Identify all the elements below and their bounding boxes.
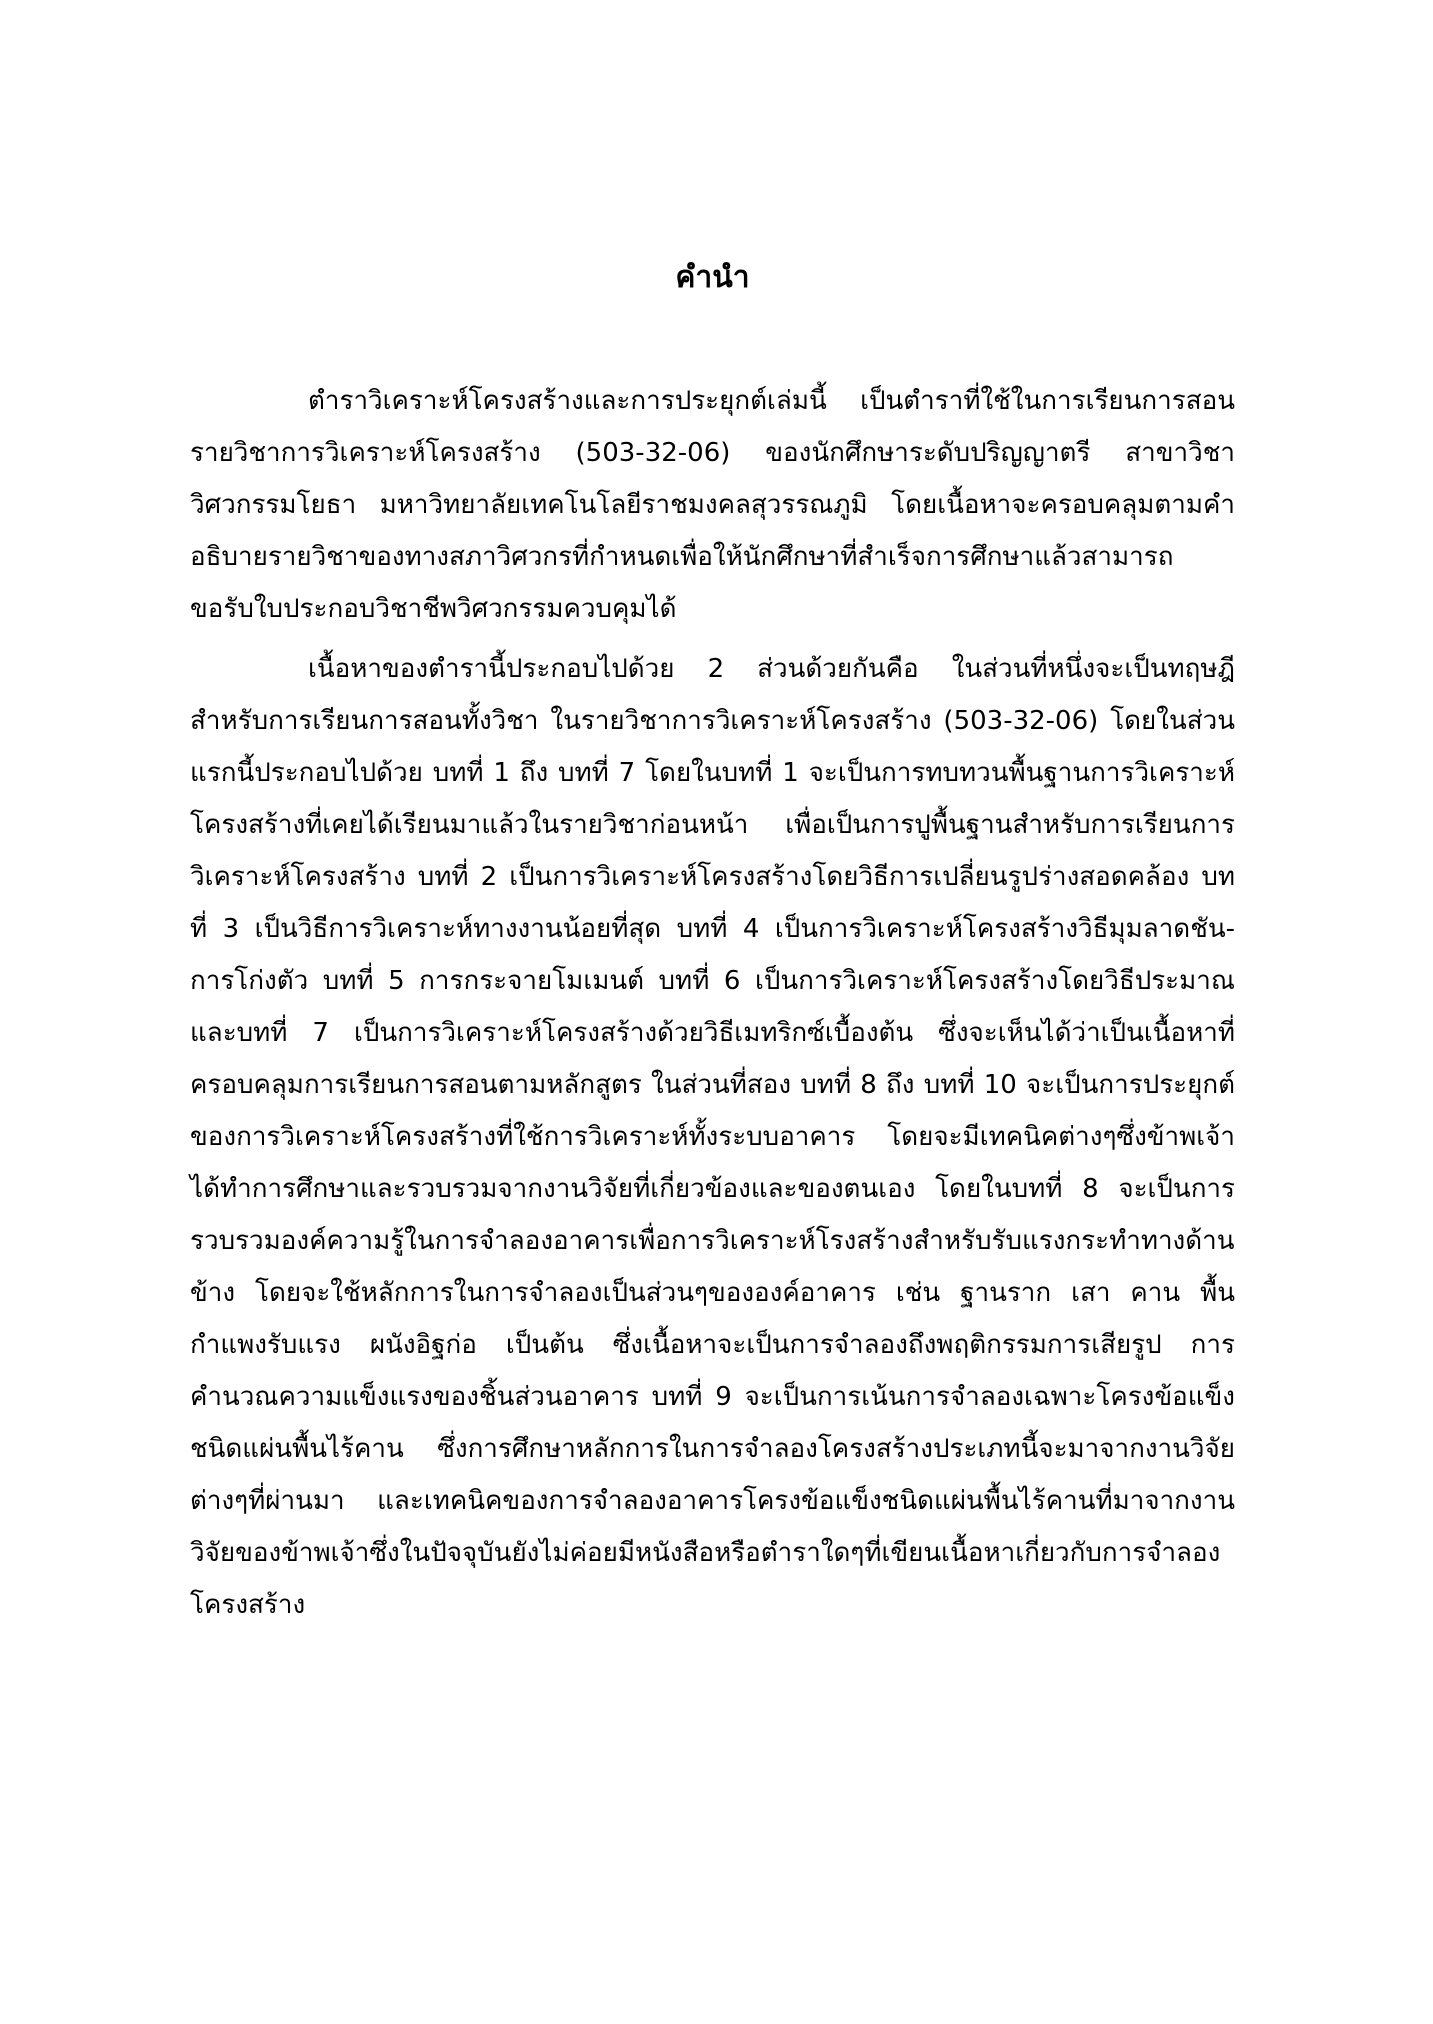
paragraph-2: เนื้อหาของตำรานี้ประกอบไปด้วย 2 ส่วนด้วยกันคือ ในส่วนที่หนึ่งจะเป็นทฤษฎีสำหรับการเรียนการสอนทั้งวิชา ในรายวิชาการวิเคราะห์โครงสร้าง (503-32-06) โดยในส่วนแรกนี้ประกอบไปด้วย บทที่ 1 ถึง บทที่ 7 โดยในบทที่ 1 จะเป็นการทบทวนพื้นฐานการวิเคราะห์โครงสร้างที่เคยได้เรียนมาแล้วในรายวิชาก่อนหน้า เพื่อเป็นการปูพื้นฐานสำหรับการเรียนการวิเคราะห์โครงสร้าง บทที่ 2 เป็นการวิเคราะห์โครงสร้างโดยวิธีการเปลี่ยนรูปร่างสอดคล้อง บทที่ 3 เป็นวิธีการวิเคราะห์ทางงานน้อยที่สุด บทที่ 4 เป็นการวิเคราะห์โครงสร้างวิธีมุมลาดชัน-การโก่งตัว บทที่ 5 การกระจายโมเมนต์ บทที่ 6 เป็นการวิเคราะห์โครงสร้างโดยวิธีประมาณ และบทที่ 7 เป็นการวิเคราะห์โครงสร้างด้วยวิธีเมทริกซ์เบื้องต้น ซึ่งจะเห็นได้ว่าเป็นเนื้อหาที่ครอบคลุมการเรียนการสอนตามหลักสูตร ในส่วนที่สอง บทที่ 8 ถึง บทที่ 10 จะเป็นการประยุกต์ของการวิเคราะห์โครงสร้างที่ใช้การวิเคราะห์ทั้งระบบอาคาร โดยจะมีเทคนิคต่างๆซึ่งข้าพเจ้าได้ทำการศึกษาและรวบรวมจากงานวิจัยที่เกี่ยวข้องและของตนเอง โดยในบทที่ 8 จะเป็นการรวบรวมองค์ความรู้ในการจำลองอาคารเพื่อการวิเคราะห์โรงสร้างสำหรับรับแรงกระทำทางด้านข้าง โดยจะใช้หลักการในการจำลองเป็นส่วนๆขององค์อาคาร เช่น ฐานราก เสา คาน พื้น กำแพงรับแรง ผนังอิฐก่อ เป็นต้น ซึ่งเนื้อหาจะเป็นการจำลองถึงพฤติกรรมการเสียรูป การคำนวณความแข็งแรงของชิ้นส่วนอาคาร บทที่ 9 จะเป็นการเน้นการจำลองเฉพาะโครงข้อแข็งชนิดแผ่นพื้นไร้คาน ซึ่งการศึกษาหลักการในการจำลองโครงสร้างประเภทนี้จะมาจากงานวิจัยต่างๆที่ผ่านมา และเทคนิคของการจำลองอาคารโครงข้อแข็งชนิดแผ่นพื้นไร้คานที่มาจากงานวิจัยของข้าพเจ้าซึ่งในปัจจุบันยังไม่ค่อยมีหนังสือหรือตำราใดๆที่เขียนเนื้อหาเกี่ยวกับการจำลองโครงสร้าง [190,654,1235,1620]
paragraph-1: ตำราวิเคราะห์โครงสร้างและการประยุกต์เล่มนี้ เป็นตำราที่ใช้ในการเรียนการสอนรายวิชาการวิเคราะห์โครงสร้าง (503-32-06) ของนักศึกษาระดับปริญญาตรี สาขาวิชาวิศวกรรมโยธา มหาวิทยาลัยเทคโนโลยีราชมงคลสุวรรณภูมิ โดยเนื้อหาจะครอบคลุมตามคำอธิบายรายวิชาของทางสภาวิศวกรที่กำหนดเพื่อให้นักศึกษาที่สำเร็จการศึกษาแล้วสามารถขอรับใบประกอบวิชาชีพวิศวกรรมควบคุมได้ [190,386,1235,624]
page-title: คำนำ [675,260,750,295]
document-body [190,375,1235,1631]
